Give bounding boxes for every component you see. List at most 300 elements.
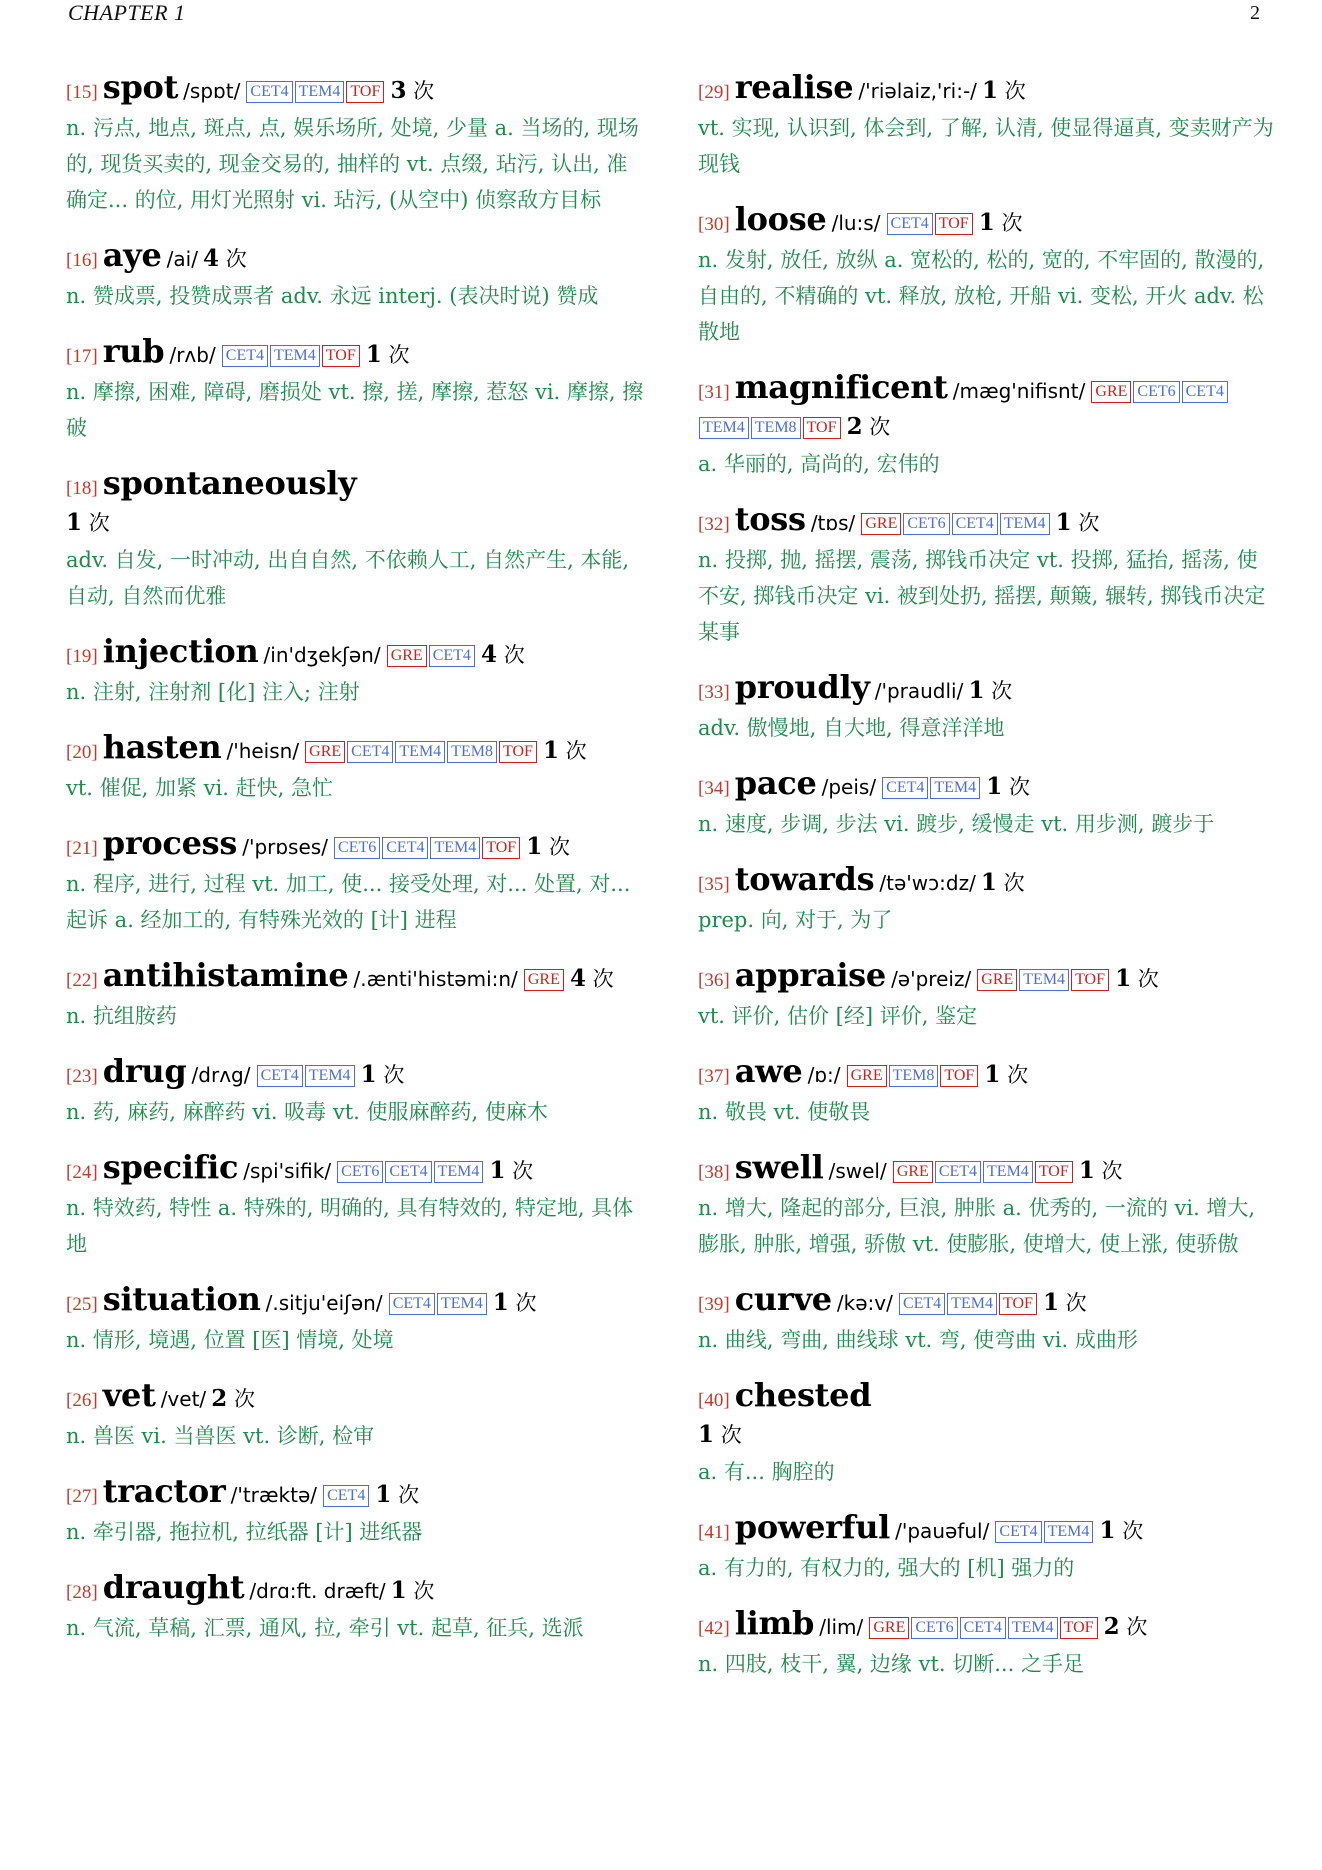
exam-tag: GRE xyxy=(305,741,345,763)
entry-word: awe xyxy=(734,1052,803,1090)
entry-number: [24] xyxy=(66,1162,98,1183)
exam-tag: TOF xyxy=(346,81,384,103)
exam-tag: CET4 xyxy=(257,1065,303,1087)
exam-tag: TEM4 xyxy=(430,837,480,859)
exam-tags xyxy=(322,1487,370,1506)
exam-tag: TEM4 xyxy=(699,417,749,439)
exam-tag: CET4 xyxy=(899,1293,945,1315)
entry-frequency: 1 次 xyxy=(375,1481,420,1508)
exam-tags xyxy=(860,515,1050,534)
vocab-entry xyxy=(698,958,1276,1034)
frequency-number: 1 xyxy=(360,1061,377,1088)
entry-frequency: 1 次 xyxy=(968,677,1013,704)
vocab-entry xyxy=(66,70,646,218)
entry-headline xyxy=(698,1510,1276,1550)
entry-word: injection xyxy=(102,632,259,670)
entry-definition: n. 抗组胺药 xyxy=(66,1004,177,1028)
entry-phonetic: /lu:s/ xyxy=(831,211,881,235)
chapter-title: CHAPTER 1 xyxy=(68,0,186,25)
entry-headline xyxy=(66,730,646,770)
entry-word: spot xyxy=(102,68,179,106)
entry-headline xyxy=(698,958,1276,998)
entry-word: chested xyxy=(734,1376,872,1414)
entry-frequency: 3 次 xyxy=(390,77,435,104)
exam-tag: TEM4 xyxy=(983,1161,1033,1183)
entry-number: [42] xyxy=(698,1618,730,1639)
entry-frequency-line xyxy=(66,506,646,542)
exam-tag: GRE xyxy=(893,1161,933,1183)
entry-headline xyxy=(698,70,1276,110)
entry-word: process xyxy=(102,824,238,862)
entry-headline xyxy=(66,70,646,110)
entry-word: loose xyxy=(734,200,827,238)
entry-phonetic: /'riəlaiz,'ri:-/ xyxy=(858,79,977,103)
entry-definition: adv. 傲慢地, 自大地, 得意洋洋地 xyxy=(698,716,1005,740)
entry-phonetic: /spi'sifik/ xyxy=(243,1159,332,1183)
entry-word: rub xyxy=(102,332,165,370)
entry-headline xyxy=(66,1474,646,1514)
frequency-number: 1 xyxy=(526,833,543,860)
entry-word: towards xyxy=(734,860,875,898)
frequency-number: 1 xyxy=(542,737,559,764)
entry-definition: a. 有... 胸腔的 xyxy=(698,1460,835,1484)
frequency-number: 1 xyxy=(1078,1157,1095,1184)
frequency-number: 1 xyxy=(1042,1289,1059,1316)
exam-tag: CET6 xyxy=(1133,381,1179,403)
frequency-number: 3 xyxy=(390,77,407,104)
entry-definition: prep. 向, 对于, 为了 xyxy=(698,908,893,932)
exam-tags xyxy=(892,1163,1074,1182)
exam-tag: CET6 xyxy=(903,513,949,535)
entry-frequency: 1 次 xyxy=(980,869,1025,896)
frequency-number: 1 xyxy=(968,677,985,704)
entry-frequency-line xyxy=(698,1418,1276,1454)
entry-frequency: 4 次 xyxy=(481,641,525,668)
exam-tag: GRE xyxy=(977,969,1017,991)
frequency-number: 2 xyxy=(211,1385,228,1412)
vocab-entry xyxy=(66,958,646,1034)
exam-tags xyxy=(256,1067,356,1086)
entry-headline xyxy=(66,1282,646,1322)
exam-tag: TOF xyxy=(940,1065,978,1087)
exam-tag: CET4 xyxy=(882,777,928,799)
exam-tags xyxy=(886,215,974,234)
entry-headline xyxy=(698,1282,1276,1322)
vocab-entry xyxy=(698,1282,1276,1358)
entry-number: [37] xyxy=(698,1066,730,1087)
exam-tags xyxy=(388,1295,488,1314)
entry-frequency: 2 次 xyxy=(1103,1613,1148,1640)
exam-tag: TOF xyxy=(999,1293,1037,1315)
entry-word: limb xyxy=(734,1604,815,1642)
entry-definition: adv. 自发, 一时冲动, 出自自然, 不依赖人工, 自然产生, 本能, 自动, 自然而优雅 xyxy=(66,548,630,608)
exam-tag: TEM4 xyxy=(295,81,345,103)
entry-phonetic: /swel/ xyxy=(828,1159,887,1183)
exam-tags xyxy=(868,1619,1098,1638)
vocab-entry xyxy=(66,634,646,710)
exam-tag: TEM8 xyxy=(751,417,801,439)
entry-headline xyxy=(698,862,1276,902)
entry-word: appraise xyxy=(734,956,886,994)
entry-word: pace xyxy=(734,764,817,802)
frequency-number: 1 xyxy=(1115,965,1132,992)
entry-frequency: 1 次 xyxy=(66,509,110,536)
exam-tags xyxy=(245,83,385,102)
entry-frequency: 1 次 xyxy=(1115,965,1159,992)
exam-tag: TOF xyxy=(1035,1161,1073,1183)
frequency-number: 1 xyxy=(1099,1517,1116,1544)
entry-headline xyxy=(66,466,646,506)
entry-headline xyxy=(66,826,646,866)
exam-tags xyxy=(994,1523,1094,1542)
entry-frequency: 4 次 xyxy=(569,965,614,992)
exam-tag: TEM4 xyxy=(270,345,320,367)
entry-number: [30] xyxy=(698,214,730,235)
entry-phonetic: /rʌb/ xyxy=(169,343,216,367)
exam-tag: GRE xyxy=(524,969,564,991)
entry-definition: n. 敬畏 vt. 使敬畏 xyxy=(698,1100,871,1124)
entry-frequency: 4 次 xyxy=(203,245,247,272)
entry-frequency: 1 次 xyxy=(390,1577,435,1604)
entry-headline xyxy=(66,958,646,998)
exam-tag: CET4 xyxy=(347,741,393,763)
entry-number: [32] xyxy=(698,514,730,535)
entry-frequency: 1 次 xyxy=(978,209,1023,236)
exam-tag: GRE xyxy=(847,1065,887,1087)
exam-tag: TEM4 xyxy=(1008,1617,1058,1639)
entry-number: [41] xyxy=(698,1522,730,1543)
entry-definition: a. 华丽的, 高尚的, 宏伟的 xyxy=(698,452,940,476)
entry-definition: vt. 催促, 加紧 vi. 赶快, 急忙 xyxy=(66,776,333,800)
entry-phonetic: /drʌg/ xyxy=(191,1063,251,1087)
entry-phonetic: /'praudli/ xyxy=(874,679,964,703)
entry-definition: n. 注射, 注射剂 [化] 注入; 注射 xyxy=(66,680,360,704)
frequency-number: 4 xyxy=(203,245,220,272)
exam-tag: CET4 xyxy=(1182,381,1228,403)
exam-tag: TOF xyxy=(935,213,973,235)
exam-tag: GRE xyxy=(869,1617,909,1639)
exam-tag: CET4 xyxy=(935,1161,981,1183)
entry-definition: n. 赞成票, 投赞成票者 adv. 永远 interj. (表决时说) 赞成 xyxy=(66,284,599,308)
entry-number: [39] xyxy=(698,1294,730,1315)
entry-phonetic: /drɑ:ft. dræft/ xyxy=(249,1579,386,1603)
exam-tag: CET4 xyxy=(429,645,475,667)
vocab-entry xyxy=(66,826,646,938)
vocab-entry xyxy=(698,202,1276,350)
entry-word: curve xyxy=(734,1280,832,1318)
exam-tags xyxy=(523,971,565,990)
frequency-number: 1 xyxy=(489,1157,506,1184)
frequency-number: 1 xyxy=(982,77,999,104)
vocab-entry xyxy=(66,1474,646,1550)
entry-frequency: 1 次 xyxy=(986,773,1030,800)
page-header xyxy=(0,0,1322,40)
exam-tags xyxy=(386,647,476,666)
entry-number: [17] xyxy=(66,346,98,367)
entry-definition: n. 速度, 步调, 步法 vi. 踱步, 缓慢走 vt. 用步测, 踱步于 xyxy=(698,812,1215,836)
entry-frequency: 1 次 xyxy=(542,737,587,764)
entry-phonetic: /mæg'nifisnt/ xyxy=(952,379,1086,403)
vocab-entry xyxy=(698,370,1276,482)
vocab-entry xyxy=(66,1150,646,1262)
entry-number: [26] xyxy=(66,1390,98,1411)
frequency-number: 1 xyxy=(984,1061,1001,1088)
entry-headline xyxy=(66,1150,646,1190)
entry-number: [22] xyxy=(66,970,98,991)
vocab-entry xyxy=(698,670,1276,746)
entry-frequency: 1 次 xyxy=(1099,1517,1144,1544)
entry-phonetic: /.ænti'histəmi:n/ xyxy=(353,967,518,991)
entry-frequency: 1 次 xyxy=(526,833,570,860)
vocab-entry xyxy=(698,1378,1276,1490)
frequency-number: 2 xyxy=(1103,1613,1120,1640)
exam-tag: TEM4 xyxy=(434,1161,484,1183)
exam-tag: TOF xyxy=(1060,1617,1098,1639)
entry-definition: n. 药, 麻药, 麻醉药 vi. 吸毒 vt. 使服麻醉药, 使麻木 xyxy=(66,1100,548,1124)
entry-definition: vt. 实现, 认识到, 体会到, 了解, 认清, 使显得逼真, 变卖财产为现钱 xyxy=(698,116,1274,176)
entry-phonetic: /tɒs/ xyxy=(810,511,856,535)
entry-number: [25] xyxy=(66,1294,98,1315)
vocab-entry xyxy=(66,334,646,446)
entry-number: [23] xyxy=(66,1066,98,1087)
exam-tags xyxy=(304,743,538,762)
entry-word: vet xyxy=(102,1376,156,1414)
entry-number: [28] xyxy=(66,1582,98,1603)
entry-definition: n. 污点, 地点, 斑点, 点, 娱乐场所, 处境, 少量 a. 当场的, 现场的, 现货买卖的, 现金交易的, 抽样的 vt. 点缀, 玷污, 认出, 准确定... 的位, 用灯光照射 vi. 玷污, (从空中) 侦察敌方目标 xyxy=(66,116,639,212)
frequency-number: 1 xyxy=(1055,509,1072,536)
frequency-number: 1 xyxy=(390,1577,407,1604)
entry-number: [20] xyxy=(66,742,98,763)
entry-frequency: 2 次 xyxy=(846,413,891,440)
entry-phonetic: /.sitju'eiʃən/ xyxy=(265,1291,383,1315)
vocab-entry xyxy=(698,1150,1276,1262)
entry-number: [27] xyxy=(66,1486,98,1507)
page-number: 2 xyxy=(1250,2,1260,24)
exam-tag: TEM4 xyxy=(1000,513,1050,535)
entry-number: [21] xyxy=(66,838,98,859)
exam-tags xyxy=(336,1163,484,1182)
frequency-number: 2 xyxy=(846,413,863,440)
entry-phonetic: /tə'wɔ:dz/ xyxy=(879,871,976,895)
vocab-entry xyxy=(66,1570,646,1646)
exam-tag: TEM8 xyxy=(889,1065,939,1087)
entry-headline xyxy=(698,202,1276,242)
entry-headline xyxy=(698,1378,1276,1418)
frequency-number: 1 xyxy=(978,209,995,236)
entry-phonetic: /vet/ xyxy=(160,1387,207,1411)
vocab-entry xyxy=(66,1282,646,1358)
entry-definition: n. 投掷, 抛, 摇摆, 震荡, 掷钱币决定 vt. 投掷, 猛抬, 摇荡, 使不安, 掷钱币决定 vi. 被到处扔, 摇摆, 颠簸, 辗转, 掷钱币决定某事 xyxy=(698,548,1266,644)
entry-definition: n. 兽医 vi. 当兽医 vt. 诊断, 检审 xyxy=(66,1424,375,1448)
exam-tag: CET6 xyxy=(911,1617,957,1639)
exam-tag: TEM4 xyxy=(305,1065,355,1087)
vocab-entry xyxy=(66,238,646,314)
entry-number: [15] xyxy=(66,82,98,103)
exam-tag: CET4 xyxy=(887,213,933,235)
frequency-number: 1 xyxy=(980,869,997,896)
vocab-entry xyxy=(698,1054,1276,1130)
entry-phonetic: /'træktə/ xyxy=(230,1483,317,1507)
exam-tag: TEM4 xyxy=(930,777,980,799)
entry-frequency: 1 次 xyxy=(1078,1157,1123,1184)
exam-tag: GRE xyxy=(387,645,427,667)
exam-tag: TEM4 xyxy=(437,1293,487,1315)
entry-definition: n. 发射, 放任, 放纵 a. 宽松的, 松的, 宽的, 不牢固的, 散漫的, 自由的, 不精确的 vt. 释放, 放枪, 开船 vi. 变松, 开火 adv. 松散地 xyxy=(698,248,1265,344)
entry-headline xyxy=(66,334,646,374)
exam-tag: GRE xyxy=(1091,381,1131,403)
vocab-entry xyxy=(698,502,1276,650)
exam-tags xyxy=(221,347,361,366)
entry-word: proudly xyxy=(734,668,870,706)
entry-phonetic: /'prɒses/ xyxy=(242,835,328,859)
entry-phonetic: /'heisn/ xyxy=(226,739,300,763)
exam-tag: CET4 xyxy=(960,1617,1006,1639)
entry-word: spontaneously xyxy=(102,464,357,502)
entry-phonetic: /spɒt/ xyxy=(183,79,241,103)
entry-phonetic: /ɒ:/ xyxy=(807,1063,841,1087)
exam-tag: CET6 xyxy=(337,1161,383,1183)
entry-word: situation xyxy=(102,1280,261,1318)
entry-phonetic: /kə:v/ xyxy=(836,1291,893,1315)
entry-headline xyxy=(66,634,646,674)
entry-definition: vt. 评价, 估价 [经] 评价, 鉴定 xyxy=(698,1004,978,1028)
exam-tags xyxy=(976,971,1110,990)
entry-word: drug xyxy=(102,1052,187,1090)
frequency-number: 1 xyxy=(698,1421,715,1448)
entry-frequency: 1 次 xyxy=(489,1157,534,1184)
frequency-number: 1 xyxy=(375,1481,392,1508)
vocab-entry xyxy=(698,766,1276,842)
exam-tag: TOF xyxy=(1071,969,1109,991)
entry-number: [19] xyxy=(66,646,98,667)
entry-word: toss xyxy=(734,500,806,538)
entry-headline xyxy=(698,370,1276,446)
exam-tag: CET4 xyxy=(222,345,268,367)
entry-word: hasten xyxy=(102,728,222,766)
exam-tag: CET4 xyxy=(246,81,292,103)
entry-headline xyxy=(698,1054,1276,1094)
entry-number: [36] xyxy=(698,970,730,991)
entry-word: aye xyxy=(102,236,162,274)
entry-headline xyxy=(66,238,646,278)
entry-word: magnificent xyxy=(734,368,948,406)
entry-frequency: 1 次 xyxy=(1042,1289,1087,1316)
entry-word: draught xyxy=(102,1568,245,1606)
exam-tag: CET6 xyxy=(334,837,380,859)
entry-word: specific xyxy=(102,1148,239,1186)
exam-tags xyxy=(898,1295,1038,1314)
entry-word: antihistamine xyxy=(102,956,349,994)
vocab-entry xyxy=(698,862,1276,938)
exam-tags xyxy=(846,1067,980,1086)
exam-tag: CET4 xyxy=(995,1521,1041,1543)
exam-tag: TEM8 xyxy=(447,741,497,763)
exam-tags xyxy=(881,779,981,798)
entry-number: [31] xyxy=(698,382,730,403)
right-column xyxy=(698,70,1276,1702)
exam-tag: TOF xyxy=(499,741,537,763)
entry-definition: n. 牵引器, 拖拉机, 拉纸器 [计] 进纸器 xyxy=(66,1520,423,1544)
exam-tag: TOF xyxy=(482,837,520,859)
vocab-entry xyxy=(66,730,646,806)
exam-tag: GRE xyxy=(861,513,901,535)
entry-frequency: 1 次 xyxy=(365,341,410,368)
left-column xyxy=(66,70,646,1666)
entry-number: [29] xyxy=(698,82,730,103)
entry-phonetic: /lim/ xyxy=(819,1615,864,1639)
exam-tag: TEM4 xyxy=(947,1293,997,1315)
exam-tag: CET4 xyxy=(382,837,428,859)
entry-phonetic: /ə'preiz/ xyxy=(891,967,972,991)
vocab-entry xyxy=(66,1054,646,1130)
exam-tag: CET4 xyxy=(389,1293,435,1315)
entry-frequency: 2 次 xyxy=(211,1385,255,1412)
entry-definition: n. 摩擦, 困难, 障碍, 磨损处 vt. 擦, 搓, 摩擦, 惹怒 vi. 摩擦, 擦破 xyxy=(66,380,644,440)
entry-headline xyxy=(66,1378,646,1418)
entry-phonetic: /in'dʒekʃən/ xyxy=(263,643,381,667)
exam-tag: TEM4 xyxy=(1019,969,1069,991)
exam-tag: TEM4 xyxy=(395,741,445,763)
entry-number: [40] xyxy=(698,1390,730,1411)
entry-headline xyxy=(698,1150,1276,1190)
entry-frequency: 1 次 xyxy=(1055,509,1100,536)
entry-definition: n. 情形, 境遇, 位置 [医] 情境, 处境 xyxy=(66,1328,394,1352)
entry-number: [18] xyxy=(66,478,98,499)
entry-phonetic: /'pauəful/ xyxy=(895,1519,990,1543)
entry-frequency: 1 次 xyxy=(982,77,1026,104)
entry-word: swell xyxy=(734,1148,824,1186)
entry-headline xyxy=(66,1570,646,1610)
entry-definition: a. 有力的, 有权力的, 强大的 [机] 强力的 xyxy=(698,1556,1075,1580)
entry-headline xyxy=(66,1054,646,1094)
entry-phonetic: /peis/ xyxy=(821,775,877,799)
frequency-number: 1 xyxy=(492,1289,509,1316)
entry-frequency: 1 次 xyxy=(984,1061,1029,1088)
entry-headline xyxy=(698,1606,1276,1646)
entry-definition: n. 四肢, 枝干, 翼, 边缘 vt. 切断... 之手足 xyxy=(698,1652,1084,1676)
vocab-entry xyxy=(66,1378,646,1454)
entry-phonetic: /ai/ xyxy=(166,247,198,271)
vocab-entry xyxy=(698,1606,1276,1682)
exam-tag: TOF xyxy=(322,345,360,367)
entry-number: [35] xyxy=(698,874,730,895)
exam-tags xyxy=(333,839,521,858)
exam-tag: TEM4 xyxy=(1044,1521,1094,1543)
exam-tag: CET4 xyxy=(385,1161,431,1183)
entry-number: [33] xyxy=(698,682,730,703)
entry-word: realise xyxy=(734,68,854,106)
frequency-number: 1 xyxy=(986,773,1003,800)
entry-number: [16] xyxy=(66,250,98,271)
entry-number: [34] xyxy=(698,778,730,799)
entry-frequency: 1 次 xyxy=(360,1061,405,1088)
entry-definition: n. 程序, 进行, 过程 vt. 加工, 使... 接受处理, 对... 处置, 对... 起诉 a. 经加工的, 有特殊光效的 [计] 进程 xyxy=(66,872,631,932)
frequency-number: 4 xyxy=(481,641,498,668)
entry-frequency: 1 次 xyxy=(698,1421,742,1448)
entry-definition: n. 特效药, 特性 a. 特殊的, 明确的, 具有特效的, 特定地, 具体地 xyxy=(66,1196,634,1256)
frequency-number: 4 xyxy=(569,965,586,992)
vocab-entry xyxy=(698,70,1276,182)
frequency-number: 1 xyxy=(365,341,382,368)
vocab-entry xyxy=(698,1510,1276,1586)
entry-frequency: 1 次 xyxy=(492,1289,537,1316)
entry-definition: n. 增大, 隆起的部分, 巨浪, 肿胀 a. 优秀的, 一流的 vi. 增大, 膨胀, 肿胀, 增强, 骄傲 vt. 使膨胀, 使增大, 使上涨, 使骄傲 xyxy=(698,1196,1256,1256)
exam-tag: CET4 xyxy=(323,1485,369,1507)
frequency-number: 1 xyxy=(66,509,83,536)
vocab-entry xyxy=(66,466,646,614)
entry-definition: n. 曲线, 弯曲, 曲线球 vt. 弯, 使弯曲 vi. 成曲形 xyxy=(698,1328,1138,1352)
exam-tag: CET4 xyxy=(952,513,998,535)
